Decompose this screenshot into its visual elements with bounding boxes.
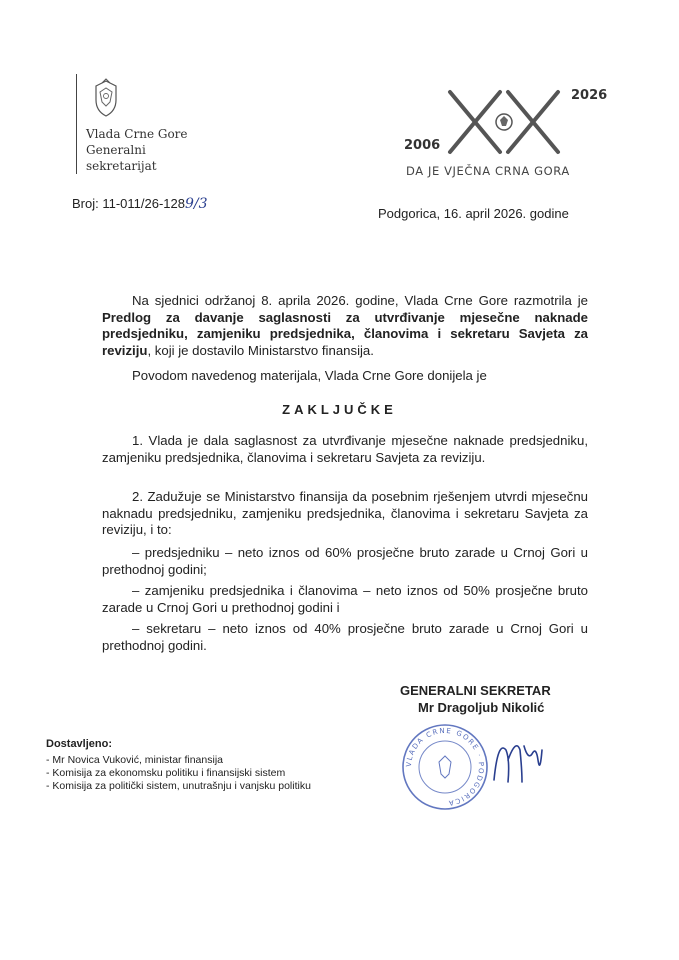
- conclusion-2: 2. Zadužuje se Ministarstvo finansija da posebnim rješenjem utvrdi mjesečnu naknadu predsjedniku, zamjeniku predsjednika, članovima i sekretaru Savjeta za reviziju, i to:: [102, 489, 588, 537]
- distribution-item: - Komisija za politički sistem, unutrašnju i vanjsku politiku: [46, 780, 311, 792]
- intro-decision: Povodom navedenog materijala, Vlada Crne Gore donijela je: [132, 368, 487, 383]
- signature-name: Mr Dragoljub Nikolić: [418, 700, 545, 715]
- institution-line: Vlada Crne Gore: [86, 127, 188, 141]
- stamp-text: VLADA CRNE GORE · PODGORICA: [404, 726, 486, 808]
- reference-number-handwritten: 9/3: [184, 196, 208, 212]
- reference-number-text: Broj: 11-011/26-128: [72, 196, 185, 211]
- header-divider: [76, 74, 77, 174]
- anniversary-logo: [388, 82, 618, 182]
- svg-text:VLADA CRNE GORE · PODGORICA: [405, 727, 485, 807]
- intro-text: Na sjednici održanoj 8. aprila 2026. godine, Vlada Crne Gore razmotrila je: [132, 293, 588, 308]
- official-stamp-icon: [400, 722, 490, 812]
- place-date: Podgorica, 16. april 2026. godine: [378, 206, 569, 221]
- logo-tagline: DA JE VJEČNA CRNA GORA: [406, 164, 570, 178]
- conclusion-1: 1. Vlada je dala saglasnost za utvrđivanje mjesečne naknade predsjedniku, zamjeniku predsjednika, članovima i sekretaru Savjeta za reviziju.: [102, 433, 588, 465]
- distribution-item: - Mr Novica Vuković, ministar finansija: [46, 754, 223, 766]
- institution-header: [72, 74, 242, 184]
- conclusion-item: – sekretaru – neto iznos od 40% prosječne bruto zarade u Crnoj Gori u prethodnoj godini.: [102, 621, 588, 653]
- logo-year-left: 2006: [404, 138, 441, 153]
- conclusions-heading: ZAKLJUČKE: [282, 402, 397, 417]
- reference-number: [72, 196, 208, 212]
- institution-line: sekretarijat: [86, 159, 157, 173]
- institution-line: Generalni: [86, 143, 146, 157]
- institution-name: [86, 126, 246, 174]
- coat-of-arms-icon: [88, 78, 124, 118]
- conclusion-item: – zamjeniku predsjednika i članovima – neto iznos od 50% prosječne bruto zarade u Crnoj Gori u prethodnoj godini i: [102, 583, 588, 615]
- conclusion-item: – predsjedniku – neto iznos od 60% prosječne bruto zarade u Crnoj Gori u prethodnoj godini;: [102, 545, 588, 577]
- intro-text-end: , koji je dostavilo Ministarstvo finansija.: [147, 342, 374, 358]
- signature-title: GENERALNI SEKRETAR: [400, 683, 551, 698]
- logo-year-right: 2026: [571, 88, 608, 103]
- distribution-list: [46, 754, 311, 793]
- distribution-item: - Komisija za ekonomsku politiku i finansijski sistem: [46, 767, 286, 779]
- intro-subject: Predlog za davanje saglasnosti za utvrđivanje mjesečne naknade predsjedniku, zamjeniku predsjednika, članovima i sekretaru Savjeta za reviziju: [102, 309, 588, 358]
- handwritten-signature: [488, 730, 548, 790]
- distribution-title: Dostavljeno:: [46, 738, 113, 750]
- intro-paragraph: [102, 293, 588, 359]
